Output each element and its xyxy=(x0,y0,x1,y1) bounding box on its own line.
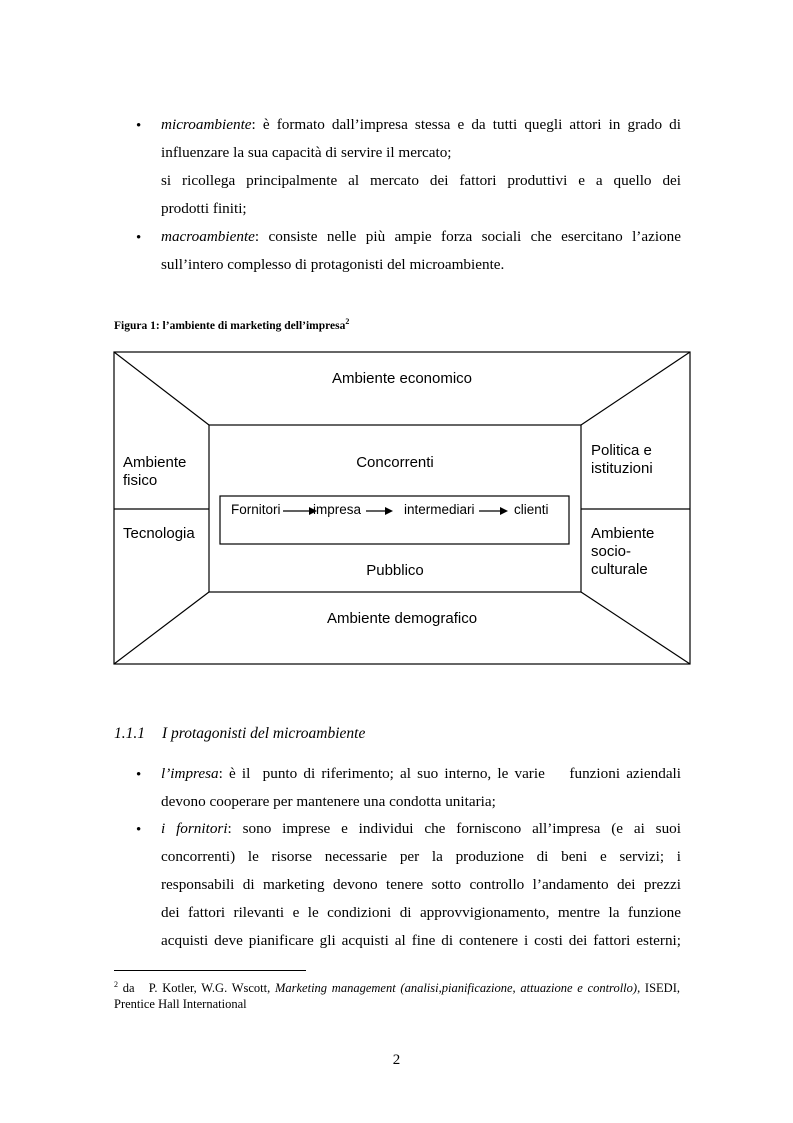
bullet-line: responsabili di marketing devono tenere sotto controllo l’andamento dei prezzi xyxy=(161,876,681,893)
bullet-term: macroambiente xyxy=(161,228,255,245)
bullet-line: sull’intero complesso di protagonisti del microambiente. xyxy=(161,256,505,273)
label-ambiente-fisico: Ambiente fisico xyxy=(123,454,187,489)
section-heading xyxy=(114,725,365,743)
figure-caption-text: Figura 1: l’ambiente di marketing dell’impresa xyxy=(114,319,346,332)
bullet-line: influenzare la sua capacità di servire il mercato; xyxy=(161,144,452,161)
bullet-line xyxy=(161,111,681,139)
chain-intermediari: intermediari xyxy=(404,502,475,517)
label-ambiente-economico: Ambiente economico xyxy=(331,370,473,387)
bullet-line: devono cooperare per mantenere una condotta unitaria; xyxy=(161,793,496,810)
footnote-ref: 2 xyxy=(345,317,350,326)
chain-clienti: clienti xyxy=(514,502,549,517)
label-tecnologia: Tecnologia xyxy=(123,525,195,542)
chain-impresa: impresa xyxy=(313,502,362,517)
footnote-title: Marketing management (analisi,pianificazione, attuazione e controllo) xyxy=(274,981,638,996)
bullet-mark: • xyxy=(136,230,142,246)
chain-fornitori: Fornitori xyxy=(231,502,281,517)
bullet-line xyxy=(161,815,681,843)
bullet-mark: • xyxy=(136,767,142,783)
figure-caption xyxy=(114,317,349,332)
bullet-line: acquisti deve pianificare gli acquisti al fine di contenere i costi dei fattori esterni; xyxy=(161,932,681,949)
bullet-line: prodotti finiti; xyxy=(161,200,247,217)
bullet-mark: • xyxy=(136,822,142,838)
bullet-line: concorrenti) le risorse necessarie per la produzione di beni e servizi; i xyxy=(161,848,681,865)
footnote-prefix: da P. Kotler, W.G. Wscott, xyxy=(118,981,275,996)
bullet-line: dei fattori rilevanti e le condizioni di approvvigionamento, mentre la funzione xyxy=(161,904,681,921)
bullet-text: : consiste nelle più ampie forza sociali che esercitano l’azione xyxy=(254,228,681,245)
bullet-term: l’impresa xyxy=(161,765,219,782)
label-pubblico: Pubblico xyxy=(366,562,424,579)
footnote-suffix: , ISEDI, Prentice Hall International xyxy=(114,981,680,1012)
bullet-text: : è formato dall’impresa stessa e da tutti quegli attori in grado di xyxy=(251,116,681,133)
footnote-separator xyxy=(114,970,306,971)
footnote-mark: 2 xyxy=(114,980,118,989)
section-number: 1.1.1 xyxy=(114,725,145,742)
label-ambiente-demografico: Ambiente demografico xyxy=(326,610,478,627)
socio-culturale-clip xyxy=(582,510,689,577)
section-title: I protagonisti del microambiente xyxy=(162,725,366,742)
bullet-term: i fornitori xyxy=(161,820,228,837)
bullet-term: microambiente xyxy=(161,116,252,133)
label-ambiente-socio-culturale: Ambiente socio- culturale xyxy=(591,525,655,577)
label-politica-istituzioni: Politica e istituzioni xyxy=(591,442,653,477)
bullet-text: : è il punto di riferimento; al suo interno, le varie funzioni aziendali xyxy=(218,765,681,782)
bullet-line xyxy=(161,223,681,251)
bullet-text: : sono imprese e individui che forniscono all’impresa (e ai suoi xyxy=(227,820,681,837)
marketing-environment-diagram xyxy=(112,350,692,666)
bullet-line xyxy=(161,760,681,788)
footnote xyxy=(114,977,680,1012)
bullet-mark: • xyxy=(136,118,142,134)
page-number: 2 xyxy=(392,1052,401,1068)
bullet-line: si ricollega principalmente al mercato dei fattori produttivi e a quello dei xyxy=(161,172,681,189)
label-concorrenti: Concorrenti xyxy=(356,454,434,471)
